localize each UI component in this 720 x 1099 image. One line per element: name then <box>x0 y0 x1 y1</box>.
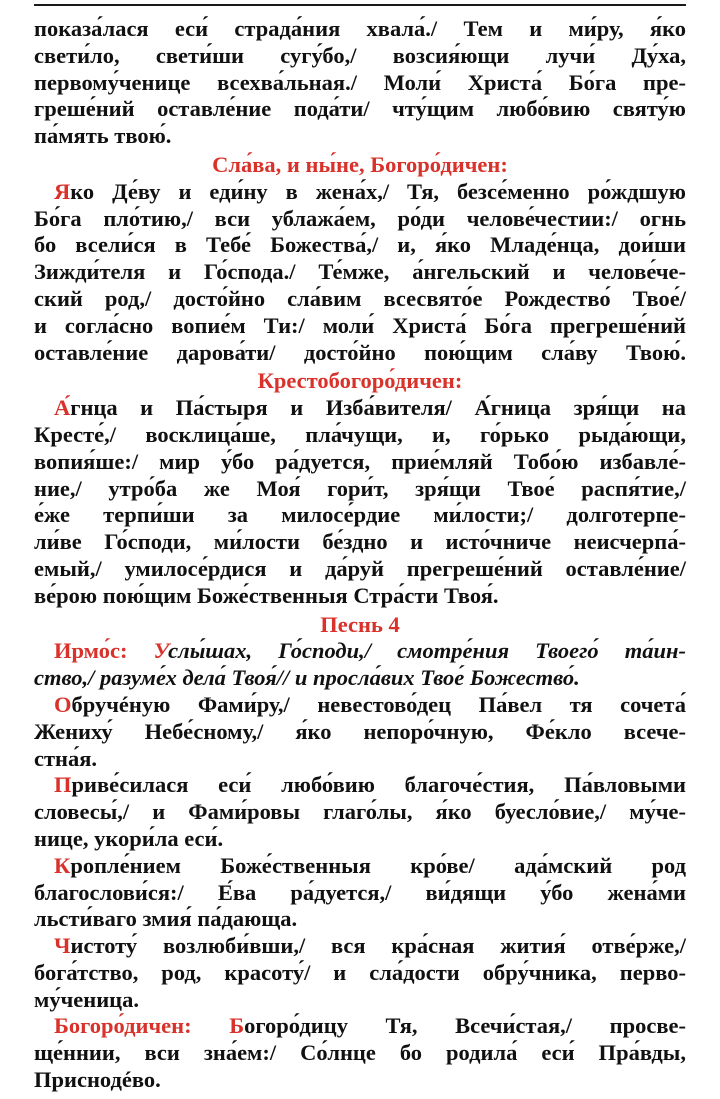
text-body <box>34 16 686 1094</box>
text-line: Кресте́,/ восклица́ше, пла́чущи, и, го́рько рыда́ющи, <box>34 421 686 447</box>
text-line: вопия́ше:/ мир у́бо ра́дуется, прие́мляй Тобо́ю избавле́- <box>34 448 686 474</box>
text-line: словесы́,/ и Фами́ровы глаго́лы, я́ко буесло́вие,/ му́че- <box>34 799 686 825</box>
text-line: Чистоту́ возлюби́вши,/ вся кра́сная жития́ отве́рже,/ <box>54 933 686 959</box>
text-line: показа́лася еси́ страда́ния хвала́./ Тем и ми́ру, я́ко <box>34 16 686 41</box>
text-line: Ирмо́с: Услы́шах, Го́споди,/ смотре́ния Твоего́ та́ин- <box>54 638 686 664</box>
text-line: му́ченица. <box>34 986 140 1012</box>
irmos-label: Ирмо́с: <box>54 638 154 664</box>
stanza-theotokion-2 <box>34 395 686 609</box>
text-line: е́же терпи́ши за милосе́рдие ми́лости;/ долготерпе- <box>34 502 686 528</box>
text-line: ство,/ разуме́х дела́ Твоя́// и просла́вих Твое́ Божество́. <box>34 665 580 691</box>
troparion-1 <box>34 692 686 772</box>
text-line: свети́ло, свети́ши сугу́бо,/ возсия́ющи лучи́ Ду́ха, <box>34 42 686 68</box>
text-line: бога́тство, род, красоту́/ и сла́дости обру́чника, перво- <box>34 959 686 985</box>
text-line: льсти́ваго змия́ па́дающа. <box>34 906 298 932</box>
text-line: А́гнца и Па́стыря и Изба́вителя/ А́гница зря́щи на <box>54 395 686 421</box>
heading-ode-4: Песнь 4 <box>320 611 400 637</box>
text-line: Яко Де́ву и еди́ну в жена́х,/ Тя, безсе́менно ро́ждшую <box>54 178 686 204</box>
text-line: Обручéную Фами́ру,/ невестово́дец Па́вел тя сочета́ <box>54 691 686 717</box>
text-line: стна́я. <box>34 745 98 771</box>
text-line: Жениху́ Небе́сному,/ я́ко непоро́чную, Фе́кло всече- <box>34 718 686 744</box>
drop-initial: Ч <box>54 933 71 959</box>
heading-slava: Сла́ва, и ны́не, Богоро́дичен: <box>212 151 508 177</box>
text-line: бо всели́ся в Тебе́ Божества́,/ и, я́ко Младе́нца, дои́ши <box>34 232 686 258</box>
text-line: нице, укори́ла еси́. <box>34 825 224 851</box>
stanza-theotokion-1 <box>34 179 686 367</box>
text-line: оставле́ние дарова́ти/ досто́йно пою́щим сла́ву Твою́. <box>34 339 686 365</box>
text-line: емый,/ умилосе́рдися и да́руй прегреше́ний оставле́ние/ <box>34 555 686 581</box>
theotokion-ode-4 <box>34 1013 686 1093</box>
text-line: ние,/ утро́ба же Моя́ гори́т, зря́щи Твое́ распя́тие,/ <box>34 475 686 501</box>
text-line: па́мять твою́. <box>34 123 172 149</box>
text-line: ли́ве Го́споди, ми́лости бе́здно и исто́чниче неисчерпа́- <box>34 529 686 555</box>
irmos <box>34 638 686 692</box>
drop-initial: О <box>54 691 72 717</box>
drop-initial: П <box>54 772 72 798</box>
text-line: греше́ний оставле́ние пода́ти/ чту́щим любо́вию святу́ю <box>34 96 686 122</box>
text-line: Приснодéво. <box>34 1067 161 1093</box>
troparion-2 <box>34 772 686 852</box>
text-line: Зижди́теля и Го́спода./ Те́мже, а́нгельский и челове́че- <box>34 259 686 285</box>
drop-initial: У <box>153 638 169 664</box>
drop-initial: Я <box>54 178 71 204</box>
text-line: ще́ннии, вси зна́ем:/ Со́лнце бо родила́ еси́ Пра́вды, <box>34 1040 686 1066</box>
heading-krestobogorodichen: Крестобогоро́дичен: <box>257 368 463 394</box>
troparion-4 <box>34 933 686 1013</box>
text-line: Приве́силася еси́ любо́вию благоче́стия, Па́вловыми <box>54 772 686 798</box>
theotokion-label: Богоро́дичен: <box>54 1013 230 1039</box>
stanza-1 <box>34 16 686 150</box>
drop-initial: Б <box>229 1013 245 1039</box>
text-line: и согла́сно вопие́м Ти:/ моли́ Христа́ Бо́га прегреше́ний <box>34 312 686 338</box>
text-line: Богоро́дичен: Богоро́дицу Тя, Всечи́стая,/ просве- <box>54 1013 686 1039</box>
troparion-3 <box>34 853 686 933</box>
text-line: Кропле́нием Боже́ственныя кро́ве/ ада́мский род <box>54 852 686 878</box>
top-rule <box>34 4 686 6</box>
text-line: Бо́га пло́тию,/ вси ублажа́ем, ро́ди челове́честии:/ огнь <box>34 205 686 231</box>
drop-initial: А́ <box>54 395 71 421</box>
text-line: первому́ченице всехва́льная./ Моли́ Христа́ Бо́га пре- <box>34 69 686 95</box>
text-line: ский род,/ досто́йно сла́вим всесвято́е Рождество́ Твое́/ <box>34 285 686 311</box>
text-line: благослови́ся:/ Е́ва ра́дуется,/ ви́дящи у́бо жена́ми <box>34 879 686 905</box>
drop-initial: К <box>54 852 71 878</box>
text-line: ве́рою пою́щим Боже́ственныя Стра́сти Твоя́. <box>34 582 499 608</box>
